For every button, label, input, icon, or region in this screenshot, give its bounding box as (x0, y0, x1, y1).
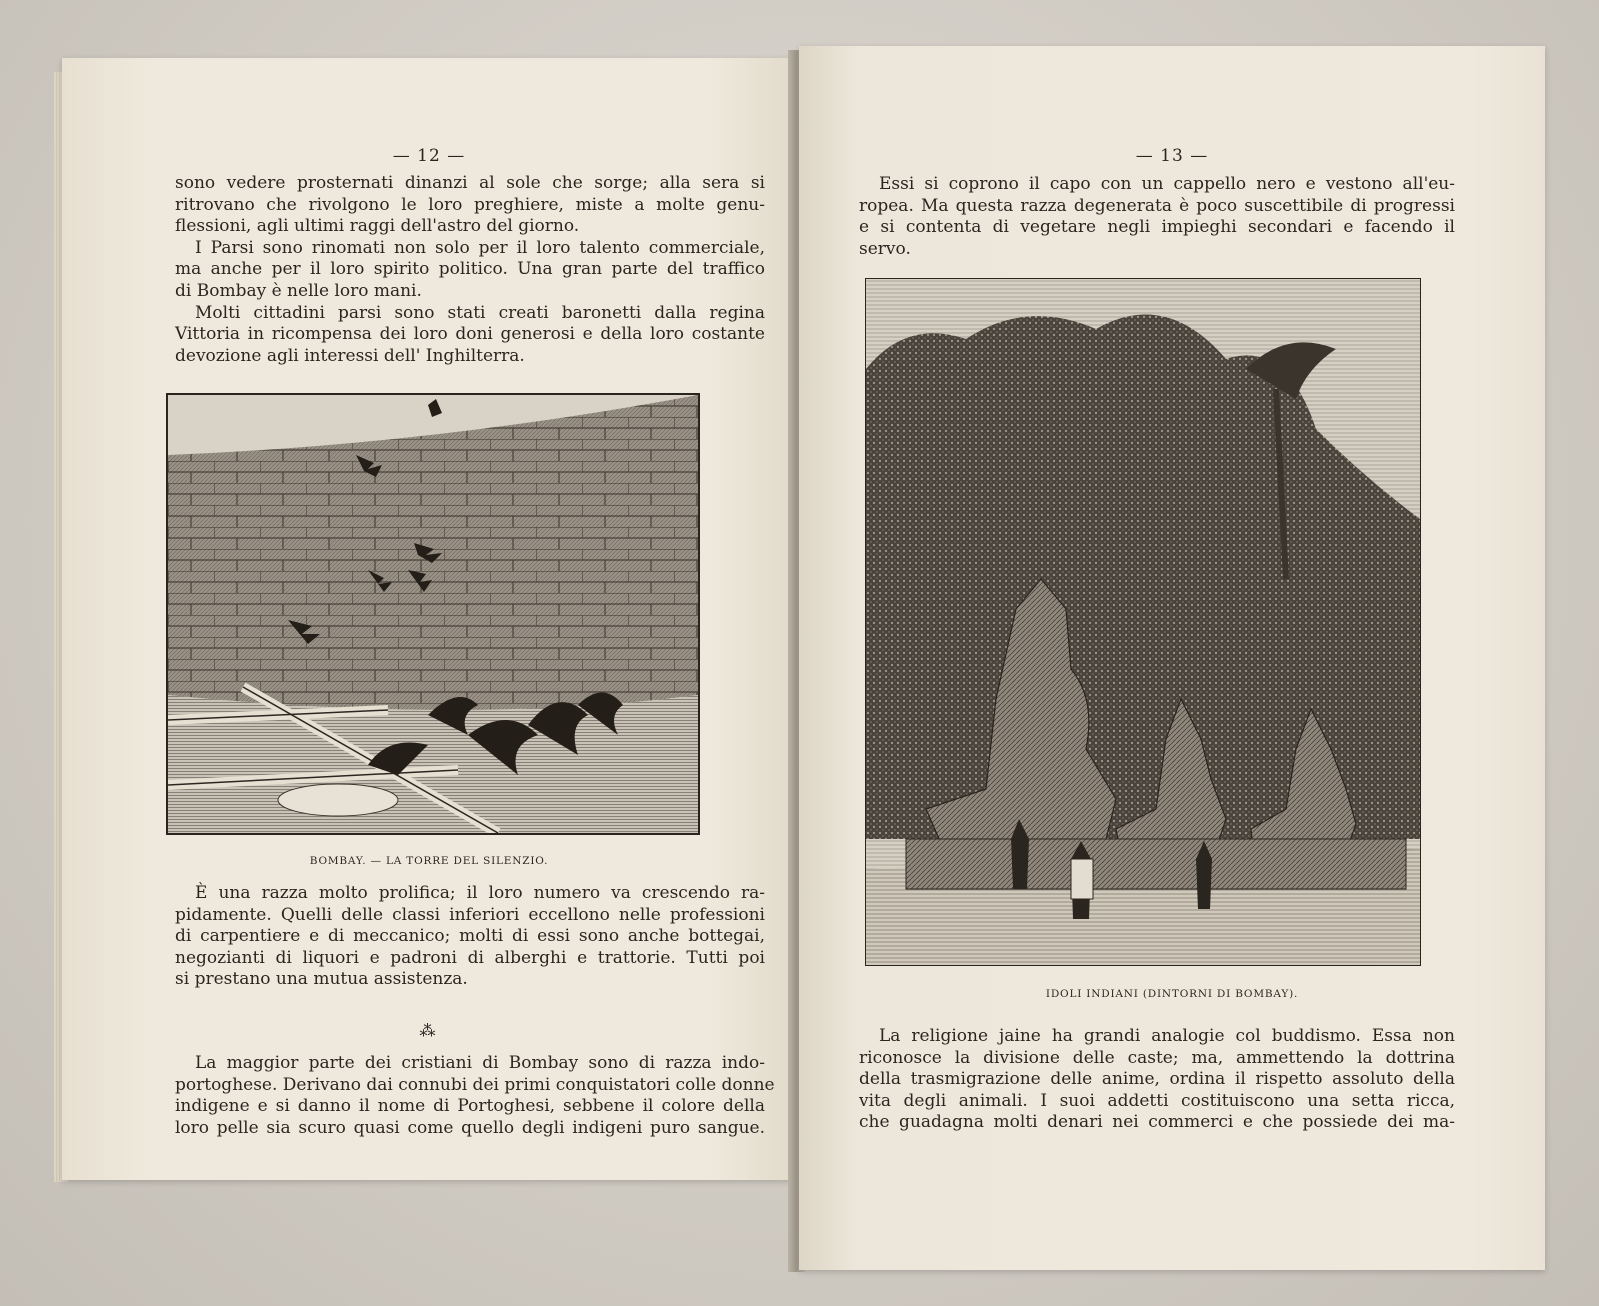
left-text-bottom (175, 883, 765, 991)
right-text-bottom (859, 1026, 1455, 1134)
right-page (799, 46, 1545, 1270)
text-line: È una razza molto prolifica; il loro numero va crescendo ra- (195, 883, 765, 903)
text-line: ropea. Ma questa razza degenerata è poco suscettibile di progressi (859, 195, 1455, 216)
paragraph (175, 173, 765, 238)
illustration-indian-idols (865, 278, 1421, 966)
paragraph (175, 883, 765, 991)
text-line: I Parsi sono rinomati non solo per il loro talento commerciale, (195, 237, 765, 258)
text-line: che guadagna molti denari nei commerci e che possiede dei ma- (859, 1112, 1455, 1133)
illustration-tower-of-silence (166, 393, 700, 835)
text-line: loro pelle sia scuro quasi come quello degli indigeni puro sangue. (175, 1117, 765, 1138)
text-line: ma anche per il loro spirito politico. Una gran parte del traffico (175, 259, 765, 280)
tower-engraving (168, 395, 698, 833)
text-line: si prestano una mutua assistenza. (175, 969, 468, 990)
left-page (62, 58, 796, 1180)
text-line: La religione jaine ha grandi analogie col buddismo. Essa non (879, 1026, 1455, 1046)
idols-engraving (866, 279, 1420, 965)
paragraph (859, 1026, 1455, 1134)
text-line: di carpentiere e di meccanico; molti di essi sono anche bottegai, (175, 926, 765, 947)
paragraph (175, 1053, 775, 1139)
text-line: indigene e si danno il nome di Portoghesi, sebbene il colore della (175, 1096, 765, 1117)
text-line: La maggior parte dei cristiani di Bombay sono di razza indo- (195, 1053, 765, 1073)
text-line: di Bombay è nelle loro mani. (175, 280, 422, 301)
illustration-caption-left: BOMBAY. — LA TORRE DEL SILENZIO. (309, 855, 549, 867)
text-line: e si contenta di vegetare negli impieghi secondari e facendo il (859, 217, 1455, 238)
text-line: della trasmigrazione delle anime, ordina il rispetto assoluto della (859, 1069, 1455, 1090)
text-line: negozianti di liquori e padroni di alberghi e trattorie. Tutti poi (175, 947, 765, 968)
illustration-caption-right: IDOLI INDIANI (DINTORNI DI BOMBAY). (1045, 988, 1299, 1000)
text-line: flessioni, agli ultimi raggi dell'astro del giorno. (175, 216, 580, 237)
paragraph (859, 174, 1455, 260)
page-number-left: — 12 — (392, 146, 466, 166)
text-line: vita degli animali. I suoi addetti costituiscono una setta ricca, (859, 1090, 1455, 1111)
text-line: Molti cittadini parsi sono stati creati baronetti dalla regina (195, 302, 765, 323)
text-line: pidamente. Quelli delle classi inferiori eccellono nelle professioni (175, 904, 765, 925)
paragraph (175, 303, 765, 368)
text-line: Essi si coprono il capo con un cappello nero e vestono all'eu- (879, 174, 1455, 194)
page-number-right: — 13 — (1135, 146, 1209, 166)
right-text-top (859, 174, 1455, 260)
text-line: devozione agli interessi dell' Inghilterra. (175, 345, 525, 366)
text-line: riconosce la divisione delle caste; ma, ammettendo la dottrina (859, 1047, 1455, 1068)
text-line: servo. (859, 238, 911, 259)
paragraph (175, 238, 765, 303)
text-line: portoghese. Derivano dai connubi dei primi conquistatori colle donne (175, 1074, 775, 1095)
text-line: Vittoria in ricompensa dei loro doni generosi e della loro costante (175, 324, 765, 345)
section-break: ⁂ (419, 1021, 439, 1040)
text-line: ritrovano che rivolgono le loro preghiere, miste a molte genu- (175, 194, 765, 215)
left-text-top (175, 173, 765, 367)
text-line: sono vedere prosternati dinanzi al sole che sorge; alla sera si (175, 173, 765, 193)
left-text-end (175, 1053, 775, 1139)
